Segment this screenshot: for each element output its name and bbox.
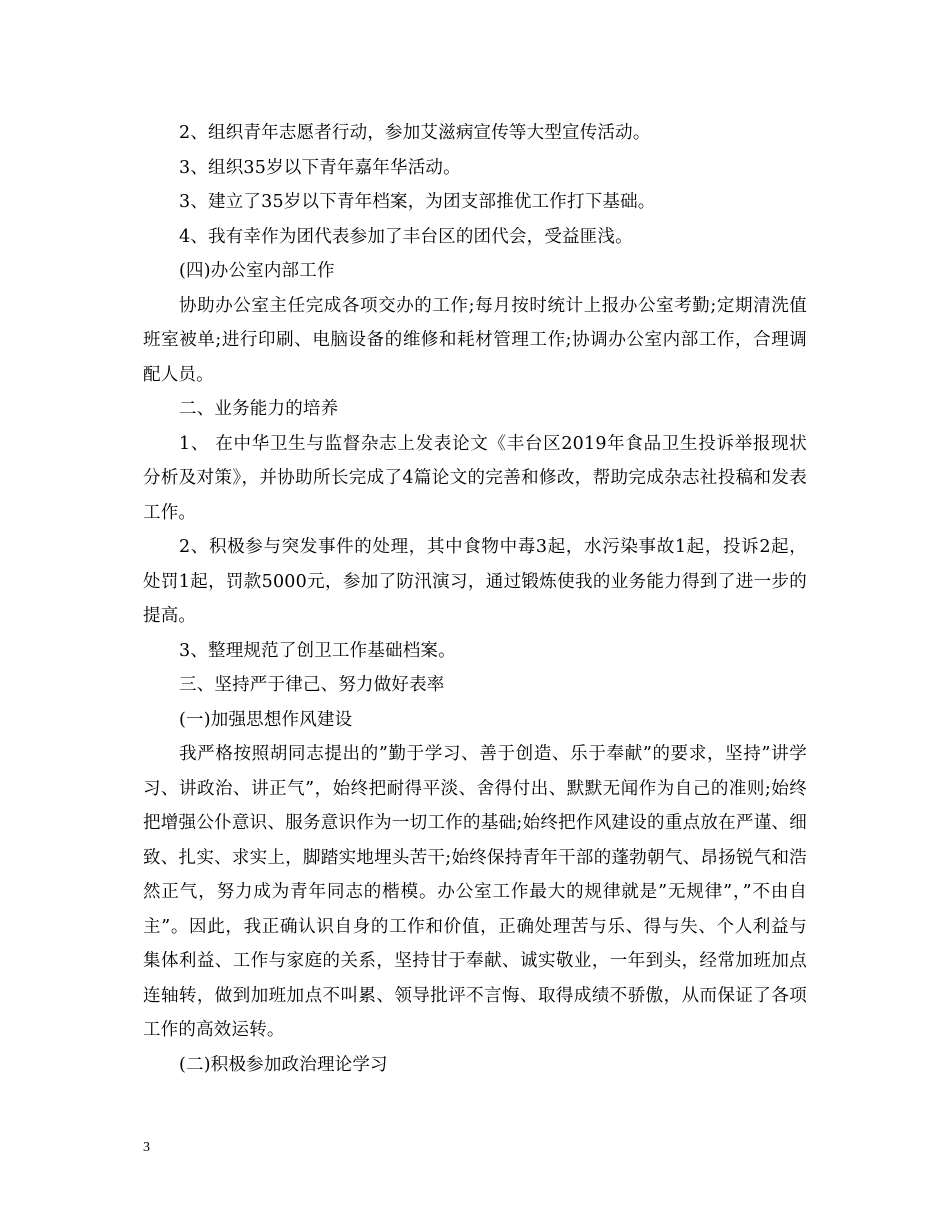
section-heading: (二)积极参加政治理论学习 <box>179 1054 388 1075</box>
paragraph: 4、我有幸作为团代表参加了丰台区的团代会，受益匪浅。 <box>179 226 633 247</box>
paragraph: 我严格按照胡同志提出的”勤于学习、善于创造、乐于奉献”的要求，坚持”讲学习、讲政治、讲正气”，始终把耐得平淡、舍得付出、默默无闻作为自己的准则;始终把增强公仆意识、服务意识作为一切工作的基础;始终把作风建设的重点放在严谨、细致、扎实、求实上，脚踏实地埋头苦干;始终保持青年干部的蓬勃朝气、昂扬锐气和浩然正气，努力成为青年同志的楷模。办公室工作最大的规律就是”无规律”，”不由自主”。因此，我正确认识自身的工作和价值，正确处理苦与乐、得与失、个人利益与集体利益、工作与家庭的关系，坚持甘于奉献、诚实敬业，一年到头，经常加班加点连轴转，做到加班加点不叫累、领导批评不言悔、取得成绩不骄傲，从而保证了各项工作的高效运转。 <box>143 744 807 1040</box>
section-heading: (一)加强思想作风建设 <box>179 709 353 730</box>
paragraph: 协助办公室主任完成各项交办的工作;每月按时统计上报办公室考勤;定期清洗值班室被单;进行印刷、电脑设备的维修和耗材管理工作;协调办公室内部工作，合理调配人员。 <box>143 295 807 385</box>
paragraph: 3、建立了35岁以下青年档案，为团支部推优工作打下基础。 <box>179 192 656 212</box>
paragraph: 3、组织35岁以下青年嘉年华活动。 <box>179 157 461 178</box>
paragraph: 2、组织青年志愿者行动，参加艾滋病宣传等大型宣传活动。 <box>179 123 651 143</box>
section-heading: 二、业务能力的培养 <box>179 399 339 419</box>
section-heading: (四)办公室内部工作 <box>179 261 335 281</box>
paragraph: 1、 在中华卫生与监督杂志上发表论文《丰台区2019年食品卫生投诉举报现状分析及对策》，并协助所长完成了4篇论文的完善和修改，帮助完成杂志社投稿和发表工作。 <box>143 433 807 523</box>
page-number: 3 <box>143 1140 150 1155</box>
document-body <box>143 116 807 1082</box>
paragraph: 3、整理规范了创卫工作基础档案。 <box>179 640 456 661</box>
paragraph: 2、积极参与突发事件的处理，其中食物中毒3起，水污染事故1起，投诉2起，处罚1起，罚款5000元，参加了防汛演习，通过锻炼使我的业务能力得到了进一步的提高。 <box>143 537 807 626</box>
section-heading: 三、坚持严于律己、努力做好表率 <box>179 675 445 695</box>
